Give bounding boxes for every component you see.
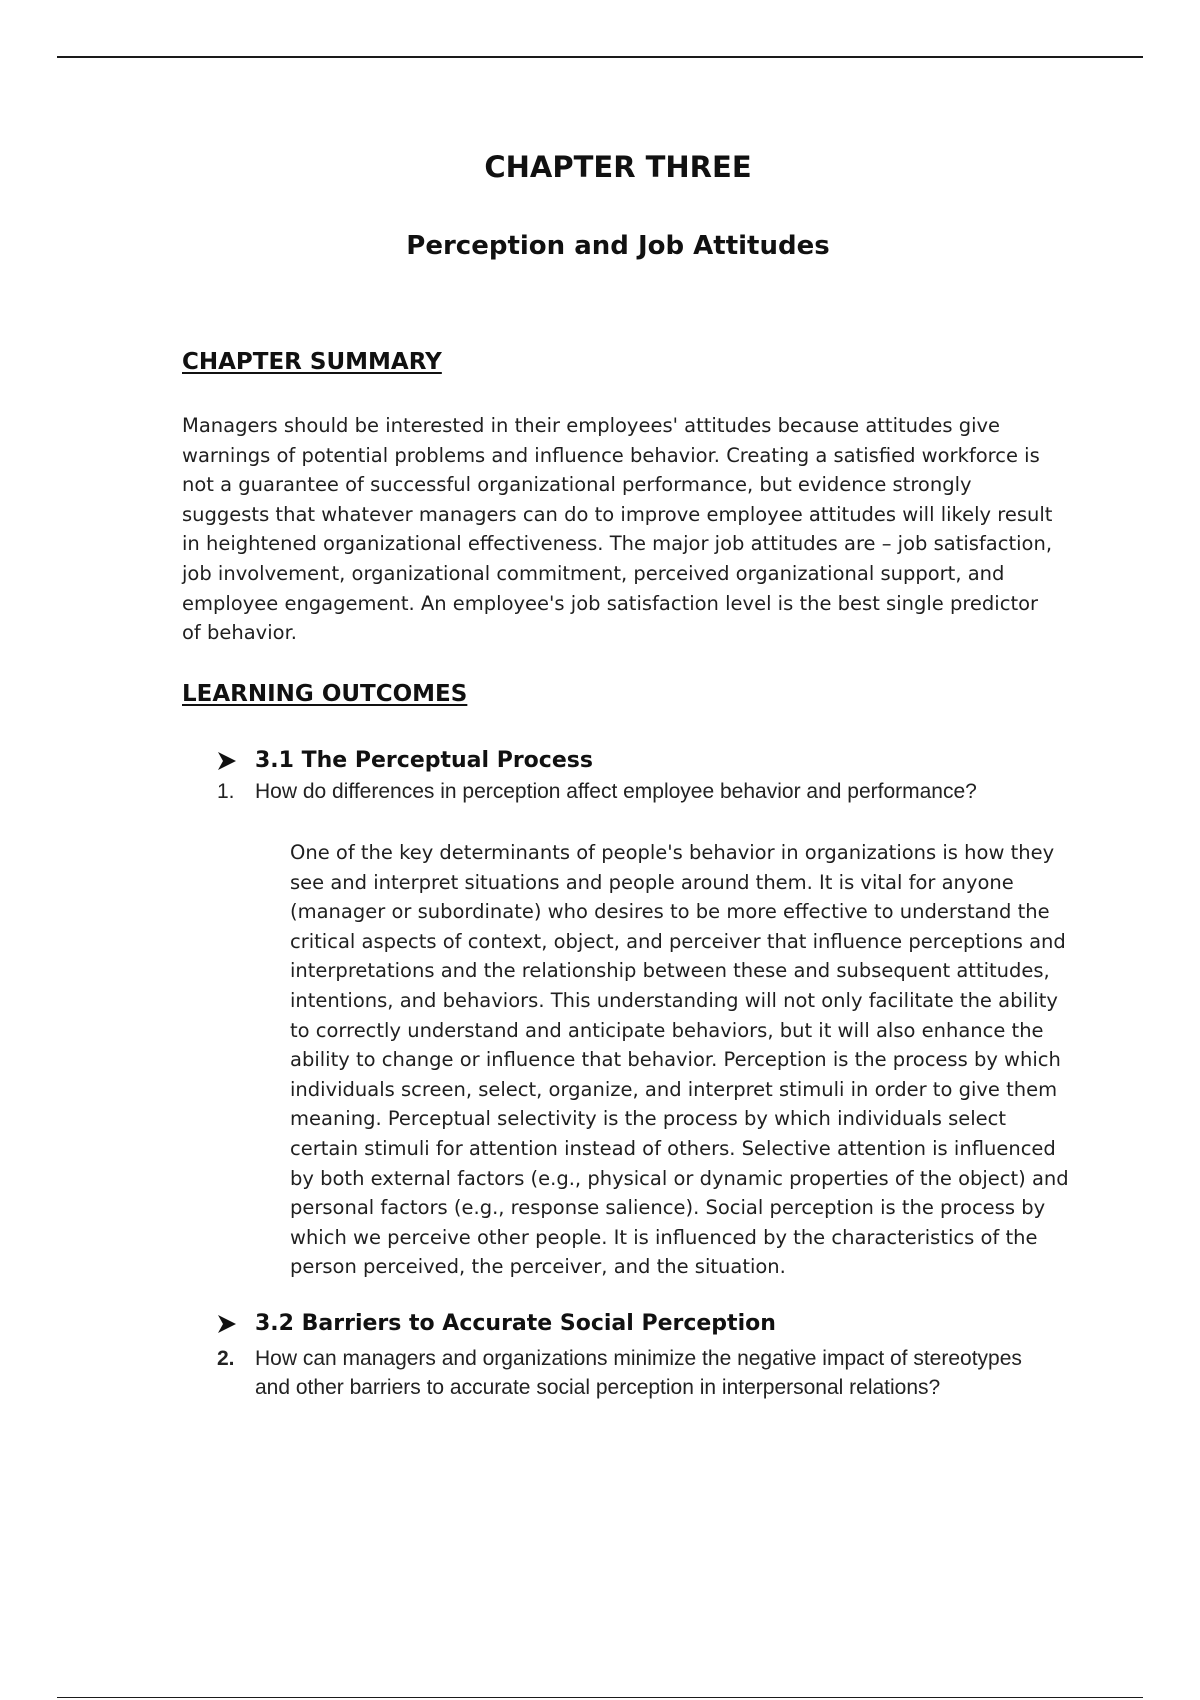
chapter-summary-heading: CHAPTER SUMMARY bbox=[182, 349, 442, 375]
learning-outcome-title bbox=[217, 1311, 776, 1336]
outcome-question bbox=[217, 1345, 1055, 1402]
bottom-rule bbox=[57, 1697, 1143, 1698]
learning-outcome-title bbox=[217, 748, 593, 773]
question-number: 1. bbox=[217, 780, 235, 803]
learning-outcomes-heading: LEARNING OUTCOMES bbox=[182, 681, 468, 707]
learning-outcome-title-text: 3.2 Barriers to Accurate Social Perception bbox=[255, 1311, 776, 1336]
outcome-answer-text: One of the key determinants of people's behavior in organizations is how they see and interpret situations and people around them. It is vital for anyone (manager or subordinate) who desires to be more effective to understand the critical aspects of context, object, and perceiver that influence perceptions and interpretations and the relationship between these and subsequent attitudes, intentions, and behaviors. This understanding will not only facilitate the ability to correctly understand and anticipate behaviors, but it will also enhance the ability to change or influence that behavior. Perception is the process by which individuals screen, select, organize, and interpret stimuli in order to give them meaning. Perceptual selectivity is the process by which individuals select certain stimuli for attention instead of others. Selective attention is influenced by both external factors (e.g., physical or dynamic properties of the object) and personal factors (e.g., response salience). Social perception is the process by which we perceive other people. It is influenced by the characteristics of the person perceived, the perceiver, and the situation. bbox=[290, 841, 1069, 1279]
chapter-summary-text: Managers should be interested in their employees' attitudes because attitudes give warnings of potential problems and influence behavior. Creating a satisfied workforce is not a guarantee of successful organizational performance, but evidence strongly suggests that whatever managers can do to improve employee attitudes will likely result in heightened organizational effectiveness. The major job attitudes are – job satisfaction, job involvement, organizational commitment, perceived organizational support, and employee engagement. An employee's job satisfaction level is the best single predictor of behavior. bbox=[182, 414, 1053, 645]
top-rule bbox=[57, 56, 1143, 58]
question-text: How do differences in perception affect employee behavior and performance? bbox=[255, 780, 977, 803]
chapter-subtitle: Perception and Job Attitudes bbox=[406, 231, 830, 261]
outcome-question bbox=[217, 778, 1055, 807]
learning-outcome-title-text: 3.1 The Perceptual Process bbox=[255, 748, 593, 773]
question-number: 2. bbox=[217, 1347, 235, 1370]
question-text: How can managers and organizations minimize the negative impact of stereotypes and other barriers to accurate social perception in interpersonal relations? bbox=[255, 1347, 1022, 1399]
arrowhead-bullet-icon bbox=[217, 1314, 255, 1334]
chapter-heading: CHAPTER THREE bbox=[484, 150, 752, 184]
arrowhead-bullet-icon bbox=[217, 751, 255, 771]
